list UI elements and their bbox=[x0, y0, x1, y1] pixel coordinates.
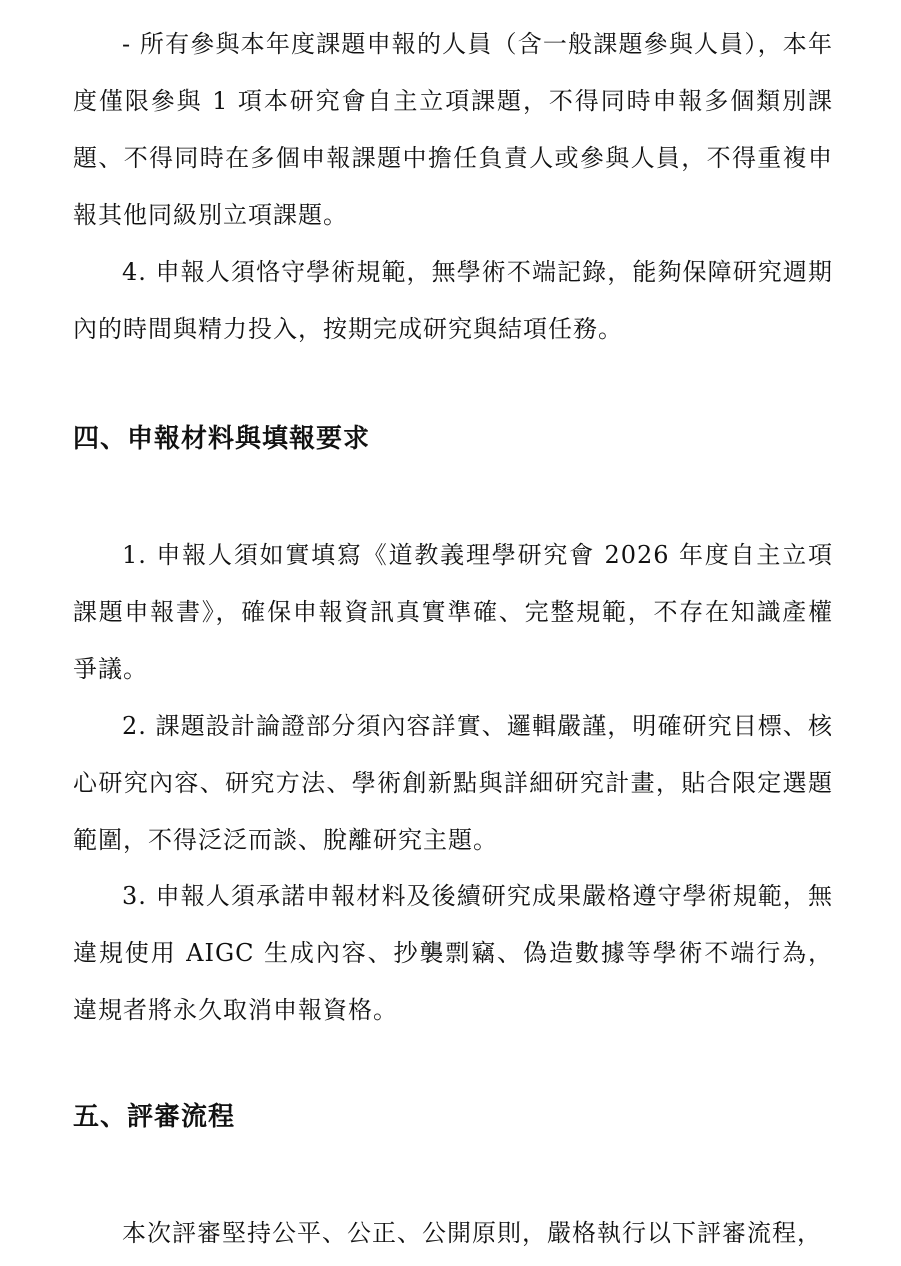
section-five-heading: 五、評審流程 bbox=[73, 1102, 236, 1132]
requirement-item-3: 3. 申報人須承諾申報材料及後續研究成果嚴格遵守學術規範，無違規使用 AIGC 生成內容、抄襲剽竊、偽造數據等學術不端行為，違規者將永久取消申報資格。 bbox=[73, 882, 833, 1024]
review-process-intro-paragraph: 本次評審堅持公平、公正、公開原則，嚴格執行以下評審流程， bbox=[122, 1219, 822, 1247]
section-four-heading: 四、申報材料與填報要求 bbox=[73, 424, 371, 454]
academic-norms-paragraph: 4. 申報人須恪守學術規範，無學術不端記錄，能夠保障研究週期內的時間與精力投入，按期完成研究與結項任務。 bbox=[73, 258, 833, 343]
participation-rule-paragraph: - 所有參與本年度課題申報的人員（含一般課題參與人員），本年度僅限參與 1 項本研究會自主立項課題，不得同時申報多個類別課題、不得同時在多個申報課題中擔任負責人或參與人員，不得重複申報其他同級別立項課題。 bbox=[73, 30, 833, 229]
requirement-item-2: 2. 課題設計論證部分須內容詳實、邏輯嚴謹，明確研究目標、核心研究內容、研究方法、學術創新點與詳細研究計畫，貼合限定選題範圍，不得泛泛而談、脫離研究主題。 bbox=[73, 712, 833, 854]
requirement-item-1: 1. 申報人須如實填寫《道教義理學研究會 2026 年度自主立項課題申報書》，確保申報資訊真實準確、完整規範，不存在知識產權爭議。 bbox=[73, 541, 833, 683]
